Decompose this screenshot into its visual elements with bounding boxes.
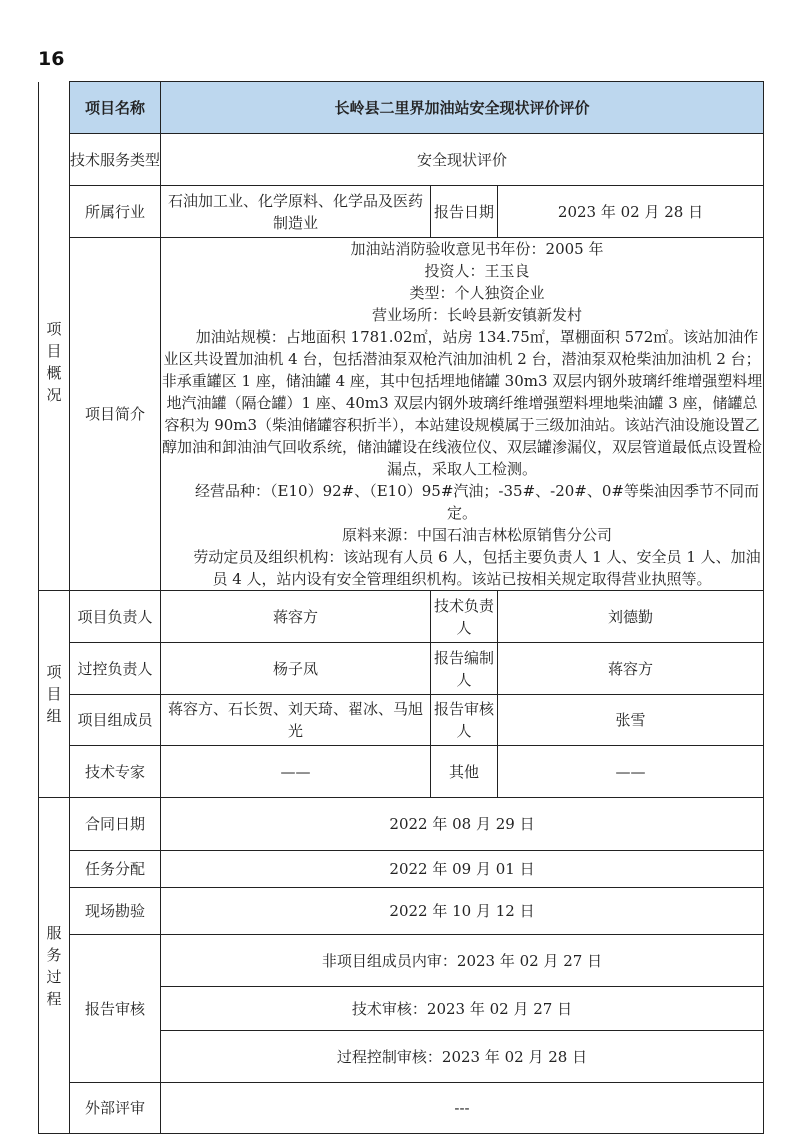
intro-paragraph: 劳动定员及组织机构：该站现有人员 6 人，包括主要负责人 1 人、安全员 1 人、加油员 4 人，站内设有安全管理组织机构。该站已按相关规定取得营业执照等。 <box>193 548 761 588</box>
section-overview-label: 项目概况 <box>46 319 62 404</box>
report-date-label: 报告日期 <box>431 186 498 238</box>
team-value: —— <box>161 746 431 798</box>
team-row <box>39 643 764 695</box>
project-name-value: 长岭县二里界加油站安全现状评价评价 <box>161 82 764 134</box>
review-item: 技术审核：2023 年 02 月 27 日 <box>161 987 764 1031</box>
project-info-table <box>38 81 764 1134</box>
contract-date-row <box>39 798 764 851</box>
project-name-label: 项目名称 <box>70 82 161 134</box>
team-value: —— <box>498 746 764 798</box>
team-label: 报告审核人 <box>431 695 498 746</box>
team-label: 技术负责人 <box>431 591 498 643</box>
service-type-value: 安全现状评价 <box>161 134 764 186</box>
service-type-row <box>39 134 764 186</box>
team-value: 刘德勤 <box>498 591 764 643</box>
intro-content <box>161 238 764 591</box>
external-review-label: 外部评审 <box>70 1083 161 1134</box>
industry-value: 石油加工业、化学原料、化学品及医药制造业 <box>161 186 431 238</box>
intro-paragraph: 加油站消防验收意见书年份：2005 年 <box>350 240 604 258</box>
task-assign-row <box>39 851 764 888</box>
intro-row <box>39 238 764 591</box>
task-assign-value: 2022 年 09 月 01 日 <box>161 851 764 888</box>
service-type-label: 技术服务类型 <box>70 134 161 186</box>
page-number: 16 <box>38 48 65 70</box>
intro-paragraph: 类型：个人独资企业 <box>409 284 545 302</box>
external-review-row <box>39 1083 764 1134</box>
contract-date-label: 合同日期 <box>70 798 161 851</box>
intro-paragraph: 经营品种：（E10）92#、（E10）95#汽油；-35#、-20#、0#等柴油因季节不同而定。 <box>195 482 759 522</box>
report-review-row <box>39 935 764 987</box>
team-value: 杨子凤 <box>161 643 431 695</box>
industry-row <box>39 186 764 238</box>
team-value: 蒋容方 <box>498 643 764 695</box>
section-team-label: 项目组 <box>46 663 62 725</box>
team-row <box>39 746 764 798</box>
project-name-row <box>39 82 764 134</box>
section-overview <box>39 134 70 591</box>
review-item: 非项目组成员内审：2023 年 02 月 27 日 <box>161 935 764 987</box>
intro-paragraph: 投资人：王玉良 <box>424 262 530 280</box>
team-label: 报告编制人 <box>431 643 498 695</box>
team-value: 蒋容方、石长贺、刘天琦、翟冰、马旭光 <box>161 695 431 746</box>
intro-paragraph: 原料来源：中国石油吉林松原销售分公司 <box>342 526 613 544</box>
section-team <box>39 591 70 798</box>
intro-paragraph: 营业场所：长岭县新安镇新发村 <box>372 306 583 324</box>
report-date-value: 2023 年 02 月 28 日 <box>498 186 764 238</box>
team-value: 蒋容方 <box>161 591 431 643</box>
section-process <box>39 798 70 1134</box>
site-survey-value: 2022 年 10 月 12 日 <box>161 888 764 935</box>
team-row <box>39 591 764 643</box>
site-survey-label: 现场勘验 <box>70 888 161 935</box>
team-label: 技术专家 <box>70 746 161 798</box>
external-review-value: --- <box>161 1083 764 1134</box>
section-spacer <box>39 82 70 134</box>
team-label: 其他 <box>431 746 498 798</box>
team-label: 项目负责人 <box>70 591 161 643</box>
task-assign-label: 任务分配 <box>70 851 161 888</box>
intro-paragraph: 加油站规模：占地面积 1781.02㎡，站房 134.75㎡，罩棚面积 572㎡。该站加油作业区共设置加油机 4 台，包括潜油泵双枪汽油加油机 2 台，潜油泵双枪柴油加油机 2 台；非承重罐区 1 座，储油罐 4 座，其中包括埋地储罐 30m3 双层内钢外玻璃纤维增强塑料埋地汽油罐（隔仓罐）1 座、40m3 双层内钢外玻璃纤维增强塑料埋地柴油罐 3 座，储罐总容积为 90m3（柴油储罐容积折半），本站建设规模属于三级加油站。该站汽油设施设置乙醇加油和卸油油气回收系统，储油罐设在线液位仪、双层罐渗漏仪，双层管道最低点设置检漏点，采取人工检测。 <box>161 328 763 478</box>
site-survey-row <box>39 888 764 935</box>
section-process-label: 服务过程 <box>46 923 62 1008</box>
industry-label: 所属行业 <box>70 186 161 238</box>
review-item: 过程控制审核：2023 年 02 月 28 日 <box>161 1031 764 1083</box>
intro-label: 项目简介 <box>70 238 161 591</box>
contract-date-value: 2022 年 08 月 29 日 <box>161 798 764 851</box>
team-value: 张雪 <box>498 695 764 746</box>
team-row <box>39 695 764 746</box>
team-label: 项目组成员 <box>70 695 161 746</box>
report-review-label: 报告审核 <box>70 935 161 1083</box>
team-label: 过控负责人 <box>70 643 161 695</box>
